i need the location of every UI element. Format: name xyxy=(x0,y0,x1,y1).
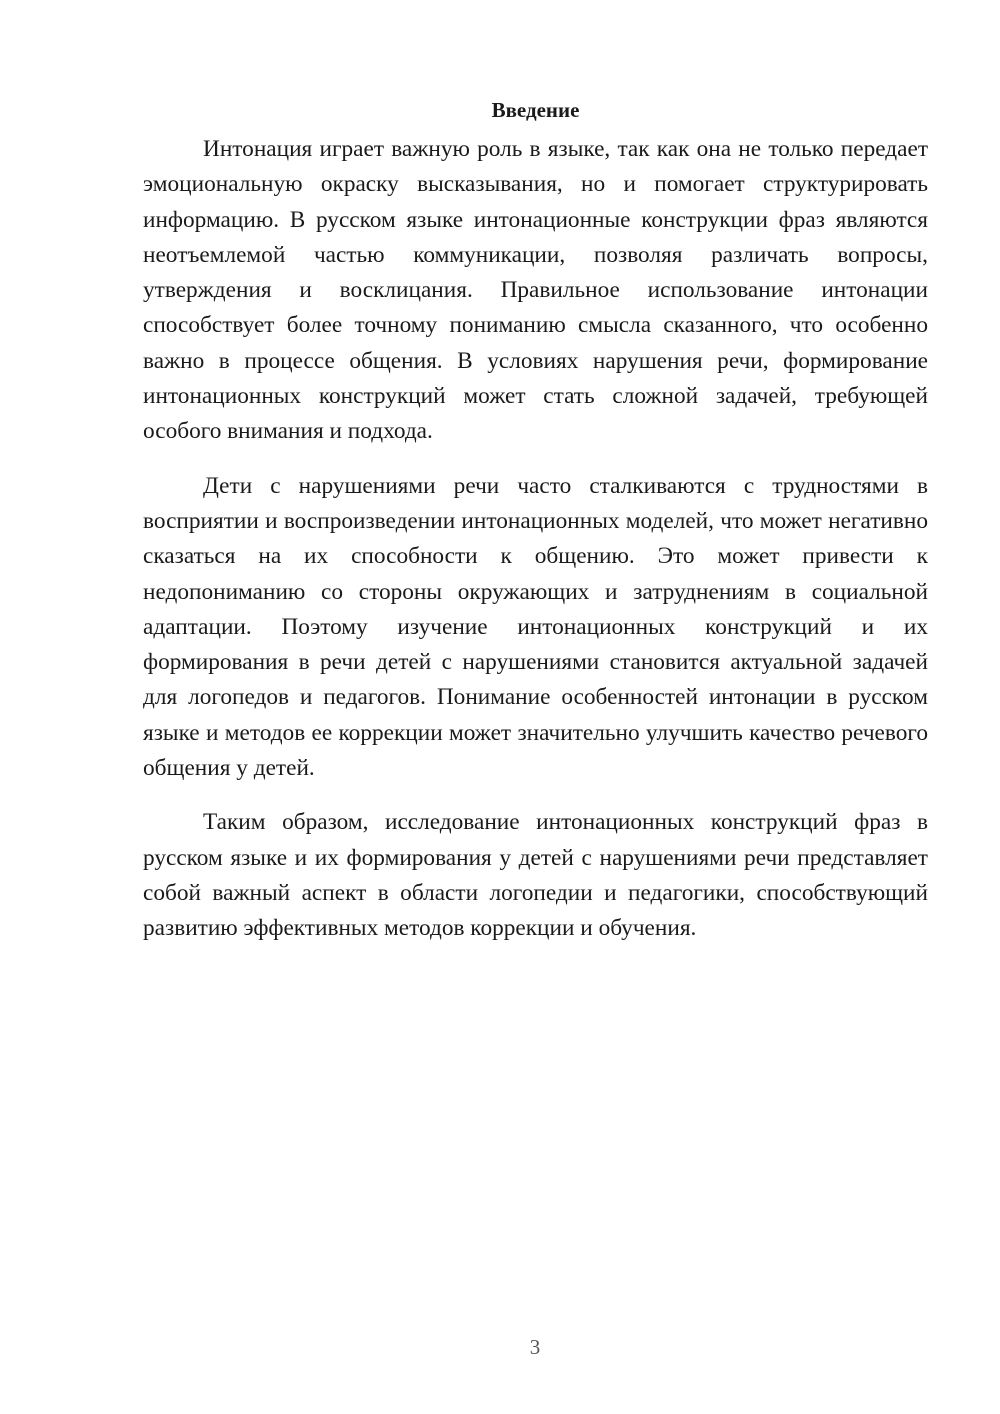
page-content xyxy=(143,92,928,966)
paragraph-2: Дети с нарушениями речи часто сталкиваются с трудностями в восприятии и воспроизведении интонационных моделей, что может негативно сказаться на их способности к общению. Это может привести к недопониманию со стороны окружающих и затруднениям в социальной адаптации. Поэтому изучение интонационных конструкций и их формирования в речи детей с нарушениями становится актуальной задачей для логопедов и педагогов. Понимание особенностей интонации в русском языке и методов ее коррекции может значительно улучшить качество речевого общения у детей. xyxy=(143,472,928,782)
paragraph-1: Интонация играет важную роль в языке, так как она не только передает эмоциональную окраску высказывания, но и помогает структурировать информацию. В русском языке интонационные конструкции фраз являются неотъемлемой частью коммуникации, позволяя различать вопросы, утверждения и восклицания. Правильное использование интонации способствует более точному пониманию смысла сказанного, что особенно важно в процессе общения. В условиях нарушения речи, формирование интонационных конструкций может стать сложной задачей, требующей особого внимания и подхода. xyxy=(143,136,928,445)
paragraph-3: Таким образом, исследование интонационных конструкций фраз в русском языке и их формирования у детей с нарушениями речи представляет собой важный аспект в области логопедии и педагогики, способствующий развитию эффективных методов коррекции и обучения. xyxy=(143,809,928,942)
section-heading: Введение xyxy=(491,98,580,122)
page-number: 3 xyxy=(529,1335,541,1359)
